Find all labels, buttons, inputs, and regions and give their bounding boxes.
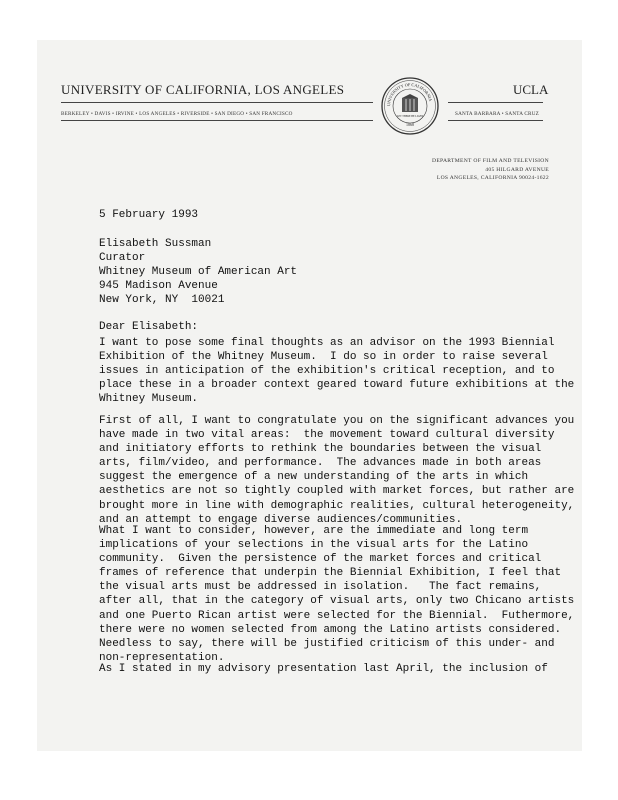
paragraph-2: [99, 414, 574, 527]
department-city: LOS ANGELES, CALIFORNIA 90024-1622: [436, 175, 549, 181]
paragraph-line: Exhibition of the Whitney Museum. I do so in order to raise several: [99, 351, 548, 364]
paragraph-line: implications of your selections in the visual arts for the Latino: [99, 539, 529, 552]
paragraph-line: the visual arts must be addressed in isolation. The fact remains,: [99, 581, 542, 594]
seal-text: UNIVERSITY OF CALIFORNIA: [385, 81, 434, 107]
seal-motto: LET THERE BE LIGHT: [396, 115, 424, 118]
recipient-name: Elisabeth Sussman: [99, 238, 212, 250]
letterhead-rule-bottom-left: [61, 120, 373, 121]
paragraph-line: community. Given the persistence of the market forces and critical: [99, 553, 542, 566]
paragraph-line: frames of reference that underpin the Biennial Exhibition, I feel that: [99, 567, 562, 580]
letter-date: 5 February 1993: [99, 209, 199, 221]
paragraph-line: and initiatory efforts to rethink the boundaries between the visual: [99, 443, 542, 456]
paragraph-line: place these in a broader context geared toward future exhibitions at the: [99, 379, 575, 392]
paragraph-line: after all, that in the category of visual arts, only two Chicano artists: [99, 595, 575, 608]
paragraph-line: I want to pose some final thoughts as an advisor on the 1993 Biennial: [99, 337, 555, 349]
paragraph-1: [99, 336, 574, 406]
department-address: [432, 157, 549, 183]
campus-list-right: SANTA BARBARA • SANTA CRUZ: [455, 111, 540, 117]
campus-list-left: BERKELEY • DAVIS • IRVINE • LOS ANGELES • RIVERSIDE • SAN DIEGO • SAN FRANCISCO: [61, 111, 293, 117]
paragraph-line: As I stated in my advisory presentation last April, the inclusion of: [99, 663, 548, 675]
paragraph-3: [99, 524, 574, 665]
paragraph-line: have made in two vital areas: the movement toward cultural diversity: [99, 429, 555, 442]
letterhead-rule-bottom-right: [448, 120, 543, 121]
university-seal-icon: [380, 76, 440, 136]
paragraph-line: issues in anticipation of the exhibition's critical reception, and to: [99, 365, 555, 378]
department-name: DEPARTMENT OF FILM AND TELEVISION: [432, 158, 549, 164]
paragraph-line: brought more in line with demographic realities, cultural heterogeneity,: [99, 499, 575, 512]
paragraph-line: Whitney Museum.: [99, 393, 199, 406]
recipient-address: [99, 237, 297, 307]
recipient-title: Curator: [99, 252, 146, 265]
department-street: 405 HILGARD AVENUE: [485, 166, 549, 173]
letterhead-rule-top-right: [448, 102, 543, 103]
paragraph-line: Needless to say, there will be justified criticism of this under- and: [99, 637, 555, 650]
paragraph-line: and one Puerto Rican artist were selected for the Biennial. Futhermore,: [99, 609, 575, 622]
paragraph-line: aesthetics are not so tightly coupled with market forces, but rather are: [99, 485, 575, 498]
university-abbreviation: UCLA: [513, 82, 549, 97]
letterhead-rule-top-left: [61, 102, 373, 103]
paragraph-line: First of all, I want to congratulate you on the significant advances you: [99, 415, 575, 427]
paragraph-line: non-representation.: [99, 651, 225, 664]
paragraph-4: [99, 662, 548, 676]
paragraph-line: there were no women selected from among the Latino artists considered.: [99, 623, 562, 636]
paragraph-line: What I want to consider, however, are the immediate and long term: [99, 525, 529, 537]
recipient-street: 945 Madison Avenue: [99, 280, 218, 293]
recipient-city: New York, NY 10021: [99, 294, 225, 307]
paragraph-line: arts, film/video, and performance. The advances made in both areas: [99, 457, 542, 470]
seal-year: 1868: [406, 122, 414, 127]
university-name: UNIVERSITY OF CALIFORNIA, LOS ANGELES: [61, 82, 345, 97]
salutation: Dear Elisabeth:: [99, 321, 199, 333]
paragraph-line: and an attempt to engage diverse audiences/communities.: [99, 513, 463, 526]
recipient-organization: Whitney Museum of American Art: [99, 266, 298, 279]
paragraph-line: suggest the emergence of a new understanding of the arts in which: [99, 471, 529, 484]
